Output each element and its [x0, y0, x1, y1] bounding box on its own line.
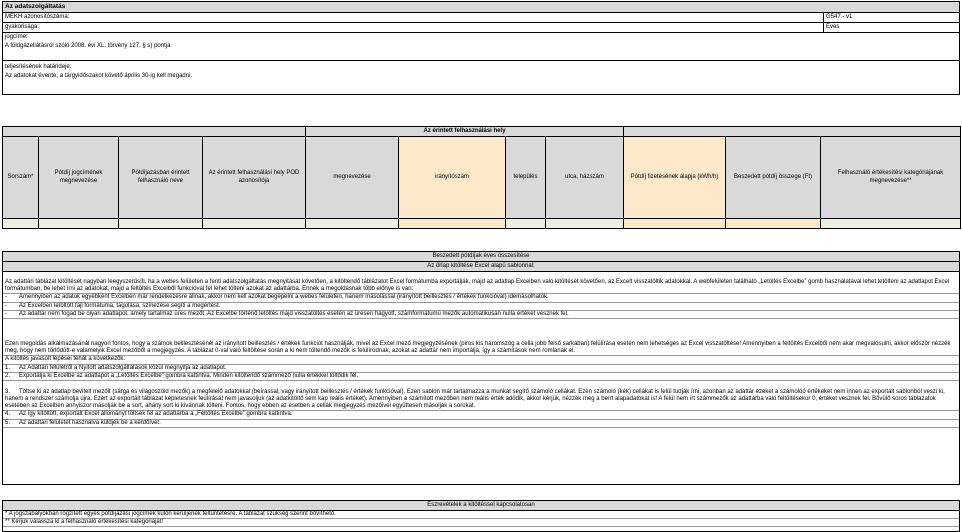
- col-header: Beszedett pótdíj összege (Ft): [726, 137, 821, 219]
- mekh-value: G547 - v1: [823, 13, 961, 22]
- table-row: [3, 219, 961, 229]
- deadline-label: teljesítésének határideje:: [5, 64, 72, 70]
- col-header: Pótdíjazásban érintett felhasználó neve: [119, 137, 203, 219]
- table-cell[interactable]: [624, 219, 726, 229]
- col-header: Felhasználó értékesítési kategóriájának megnevezése**: [821, 137, 961, 219]
- table-cell[interactable]: [39, 219, 119, 229]
- form-fill-band: Az űrlap kitöltése Excel alapú sablonnal:: [3, 262, 959, 272]
- intro-paragraph: Az adattári táblázat kitöltését nagyban leegyszerűsíti, ha a webes felületen a fenti adatszolgáltatás megnyitását követően, a kitöltendő táblázatot Excel formátumba exportálják, majd az adatlap Excelben való kitöltését követően, az Excelt visszatöltik adatokkal. A webfelületen található „Letöltés Excelbe” gomb használatával lehet letölteni az adatlapot Excel formátumban, be lehet írni az adatokat, majd a feltöltés Excelből funkcióval fel lehet tölteni azokat az adattárba. Ennek a megoldásnak több előnye is van:: [3, 279, 959, 294]
- table-cell[interactable]: [546, 219, 624, 229]
- freq-value: Éves: [823, 23, 961, 32]
- group-header: Az érintett felhasználási hely: [306, 127, 624, 137]
- col-header: megnevezése: [306, 137, 399, 219]
- annual-summary-band: Beszedett pótdíjak éves összesítése: [3, 252, 959, 262]
- table-cell[interactable]: [3, 219, 39, 229]
- col-header: település: [506, 137, 546, 219]
- freq-label: gyakorisága:: [5, 24, 40, 30]
- legal-value: A földgázellátásról szóló 2008. évi XL. törvény 127. § s) pontja: [5, 43, 171, 49]
- deadline-row: [3, 61, 959, 94]
- notes-band: Észrevételek a kitöltéssel kapcsolatosan: [3, 501, 959, 511]
- step-item: 2. Exportálja ki Excelbe az adatlapot a „Letöltés Excelbe” gombra kattintva. Minden kitöltendő számmező nulla értékkel töltődik fel.: [3, 373, 959, 381]
- table-cell[interactable]: [821, 219, 961, 229]
- step-item: 1. Az Adattári felületről a Nyitott adatszolgáltatások közül megnyitja az adatlapot.: [3, 365, 959, 373]
- bullet-item: - Az adattár nem fogad be olyan adatlapot, amely tartalmaz üres mezőt. Az Excelbe történő letöltés majd visszatöltés esetén az üresen hagyott, számformátumú mezők automatikusan nulla értéket vesznek fel.: [3, 311, 959, 319]
- bullet-item: - Az Excelben letöltött fájl formátuma, tagolása, színezése segíti a megértést.: [3, 303, 959, 311]
- bullet-item: - Amennyiben az adatok egyébként Excelben már rendelkezésre állnak, akkor nem kell azokat begépelni a webes felületen, hanem másolással (irányított beillesztés / értékek funkcióval) idemásolhatók.: [3, 294, 959, 302]
- steps-intro: A kitöltés javasolt lépései tehát a következők:: [3, 356, 959, 364]
- deadline-value: Az adatokat évente, a tárgyidőszakot követő április 30-ig kell megadni.: [5, 73, 193, 79]
- notes-box: [2, 500, 960, 532]
- step-item: 5. Az adattári felületet használva küldjék be a kérdőívet.: [3, 420, 959, 428]
- table-cell[interactable]: [506, 219, 546, 229]
- mekh-label: MEKH azonosítószáma:: [5, 14, 70, 20]
- info-box: [2, 1, 960, 95]
- legal-row: [3, 33, 959, 61]
- mekh-row: [3, 13, 959, 23]
- note-line: ** Kérjük válassza ki a felhasználó értékesítési kategóriáját!: [3, 519, 959, 527]
- col-header: Pótdíj jogcímének megnevezése: [39, 137, 119, 219]
- table-cell[interactable]: [726, 219, 821, 229]
- table-header-blank: [3, 127, 306, 137]
- data-table: [2, 126, 961, 229]
- col-header: utca, házszám: [546, 137, 624, 219]
- note-paragraph: Ezen megoldás alkalmazásánál nagyon fontos, hogy a számok beillesztésénél az irányított beillesztés / értékek funkciót használják, mivel az Excel mező megjegyzésének (piros kis háromszög a cella jobb felső sarkában) felülírása esetén nem lehetséges az Excel visszatöltése! Amennyiben a feltöltés Excelből nem akar megvalósulni, akkor először nézzék meg, hogy nem törlődött-e valamelyik Excel mezőből a megjegyzés. A táblázat 0-val való feltöltése során a ki nem töltendő mezők is felülíródnak, azokat az adattár nem importálja, így a számítások nem romlanak el.: [3, 341, 959, 356]
- info-title: Az adatszolgáltatás: [3, 2, 959, 13]
- legal-label: jogcíme:: [5, 34, 28, 40]
- table-cell[interactable]: [119, 219, 203, 229]
- freq-row: [3, 23, 959, 33]
- table-header-blank-right: [624, 127, 961, 137]
- step-item: 4. Az így kitöltött, exportált Excel állományt töltsék fel az adattárba a „Feltöltés Excelbe” gombra kattintva.: [3, 411, 959, 419]
- col-header: Pótdíj fizetésének alapja (kWh/h): [624, 137, 726, 219]
- table-cell[interactable]: [203, 219, 306, 229]
- step-item: 3. Töltse ki az adatlap bevitelt mezőit (sárga és világoszöld mezők) a megfelelő adatokkal (beírással, vagy irányított beillesztés / értékek funkcióval). Ezen sablon már tartalmazza a munkát segítő számoló cellákat. Ezen számoló (kék) cellákat is felül tudják írni, azonban az adattár ezeket a számolóó értékeket nem innen az exportált sablonból veszi ki, hanem a rendszer számolja újra. Ezért az exportált táblázat képletesnek feülírását nem javasoljuk (az adatkitöltő sem kap reális értéket). Amennyiben a számított mezőben nem reális érték adódik, akkor kérjük, nézzék meg a beírt alapadatokat is! A felül nem írt számmezők az adattárba való feltöltésekor 0, értéket vesznek fel. Bővülő soros táblázatok esetében az Excelben annyiszor másolják be a sort, ahány sort ki kívánnak tölteni. Fontos, hogy ebben az esetben a cellák megjegyzés mezőivel együttesen másolják a sorokat.: [3, 389, 959, 412]
- col-header: irányítószám: [399, 137, 506, 219]
- note-line: * A jogszabályokban rögzített egyes pótdíjazási jogcímek külön kerüljenek feltüntetésre. A táblázat szükség szerint bővíthető.: [3, 511, 959, 519]
- col-header: Sorszám*: [3, 137, 39, 219]
- table-cell[interactable]: [399, 219, 506, 229]
- instructions-box: [2, 251, 960, 485]
- table-cell[interactable]: [306, 219, 399, 229]
- col-header: Az érintett felhasználási hely POD azonosítója: [203, 137, 306, 219]
